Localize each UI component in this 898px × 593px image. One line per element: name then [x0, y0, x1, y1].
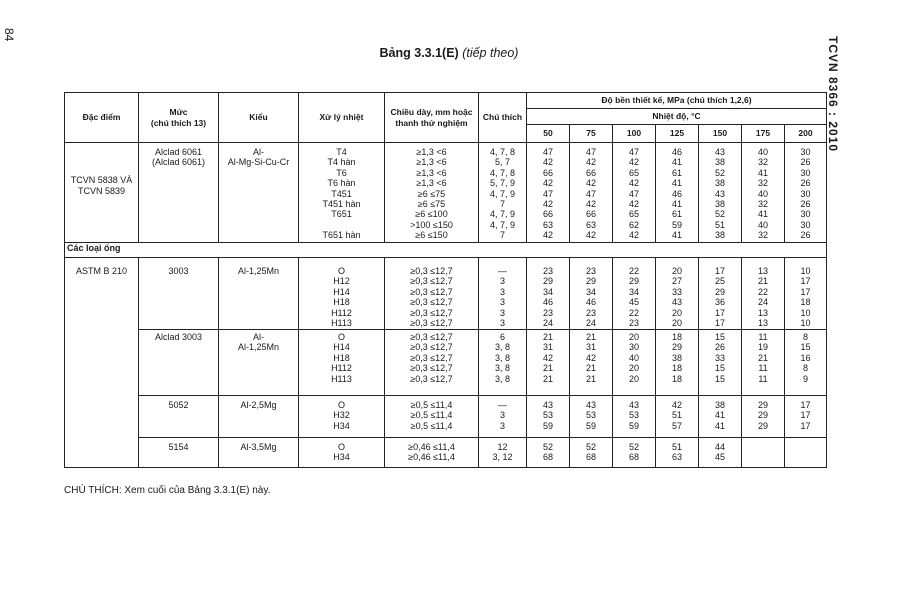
cell-strength-50: 52 68: [527, 438, 570, 468]
header-type: Kiểu: [219, 93, 299, 143]
cell-notes: 12 3, 12: [479, 438, 527, 468]
cell-strength-175: 29 29 29: [742, 396, 785, 438]
cell-strength-125: 46 41 61 41 46 41 61 59 41: [656, 143, 699, 243]
header-notes: Chú thích: [479, 93, 527, 143]
header-temperature: Nhiệt độ, °C: [527, 109, 827, 125]
strength-table: [64, 92, 827, 468]
section-header-pipes: Các loại ống: [65, 243, 827, 258]
cell-strength-50: 23 29 34 46 23 24: [527, 258, 570, 330]
cell-strength-75: 23 29 34 46 23 24: [570, 258, 613, 330]
cell-strength-100: 47 42 65 42 47 42 65 62 42: [613, 143, 656, 243]
cell-heat-treatment: O H32 H34: [299, 396, 385, 438]
cell-strength-100: 20 30 40 20 20: [613, 330, 656, 396]
cell-strength-125: 20 27 33 43 20 20: [656, 258, 699, 330]
cell-thickness: ≥1,3 <6 ≥1,3 <6 ≥1,3 <6 ≥1,3 <6 ≥6 ≤75 ≥6 ≤75 ≥6 ≤100 >100 ≤150 ≥6 ≤150: [385, 143, 479, 243]
cell-strength-175: 13 21 22 24 13 13: [742, 258, 785, 330]
cell-strength-125: 51 63: [656, 438, 699, 468]
header-design-strength: Độ bền thiết kế, MPa (chú thích 1,2,6): [527, 93, 827, 109]
cell-strength-75: 21 31 42 21 21: [570, 330, 613, 396]
cell-characteristic: TCVN 5838 VÀ TCVN 5839: [65, 143, 139, 243]
cell-thickness: ≥0,46 ≤11,4 ≥0,46 ≤11,4: [385, 438, 479, 468]
cell-strength-200: 17 17 17: [785, 396, 827, 438]
header-temp-200: 200: [785, 125, 827, 143]
cell-strength-125: 18 29 38 18 18: [656, 330, 699, 396]
cell-strength-50: 47 42 66 42 47 42 66 63 42: [527, 143, 570, 243]
cell-heat-treatment: T4 T4 hàn T6 T6 hàn T451 T451 hàn T651 T651 hàn: [299, 143, 385, 243]
cell-strength-100: 52 68: [613, 438, 656, 468]
cell-notes: — 3 3 3 3 3: [479, 258, 527, 330]
cell-characteristic: ASTM B 210: [65, 258, 139, 468]
cell-strength-200: 10 17 17 18 10 10: [785, 258, 827, 330]
header-heat-treatment: Xử lý nhiệt: [299, 93, 385, 143]
cell-strength-200: [785, 438, 827, 468]
cell-grade: Alclad 6061 (Alclad 6061): [139, 143, 219, 243]
section-header-row: [65, 243, 827, 258]
header-temp-175: 175: [742, 125, 785, 143]
header-temp-75: 75: [570, 125, 613, 143]
cell-strength-75: 52 68: [570, 438, 613, 468]
cell-type: Al-2,5Mg: [219, 396, 299, 438]
table-title: [0, 46, 898, 60]
header-thickness: Chiều dày, mm hoặc thanh thử nghiệm: [385, 93, 479, 143]
cell-strength-175: 40 32 41 32 40 32 41 40 32: [742, 143, 785, 243]
cell-strength-100: 22 29 34 45 22 23: [613, 258, 656, 330]
table-footnote: CHÚ THÍCH: Xem cuối của Bảng 3.3.1(E) này.: [64, 485, 271, 496]
cell-strength-150: 17 25 29 36 17 17: [699, 258, 742, 330]
table-row: [65, 396, 827, 438]
cell-heat-treatment: O H34: [299, 438, 385, 468]
cell-strength-200: 8 15 16 8 9: [785, 330, 827, 396]
cell-notes: 6 3, 8 3, 8 3, 8 3, 8: [479, 330, 527, 396]
cell-strength-175: [742, 438, 785, 468]
cell-strength-150: 43 38 52 38 43 38 52 51 38: [699, 143, 742, 243]
cell-strength-175: 11 19 21 11 11: [742, 330, 785, 396]
cell-strength-75: 43 53 59: [570, 396, 613, 438]
cell-grade: 5154: [139, 438, 219, 468]
cell-grade: 5052: [139, 396, 219, 438]
cell-type: Al-3,5Mg: [219, 438, 299, 468]
cell-thickness: ≥0,5 ≤11,4 ≥0,5 ≤11,4 ≥0,5 ≤11,4: [385, 396, 479, 438]
cell-heat-treatment: O H12 H14 H18 H112 H113: [299, 258, 385, 330]
table-row: [65, 330, 827, 396]
cell-type: Al- Al-1,25Mn: [219, 330, 299, 396]
cell-type: Al- Al-Mg-Si-Cu-Cr: [219, 143, 299, 243]
cell-thickness: ≥0,3 ≤12,7 ≥0,3 ≤12,7 ≥0,3 ≤12,7 ≥0,3 ≤12,7 ≥0,3 ≤12,7: [385, 330, 479, 396]
cell-strength-125: 42 51 57: [656, 396, 699, 438]
cell-strength-50: 21 31 42 21 21: [527, 330, 570, 396]
cell-strength-200: 30 26 30 26 30 26 30 30 26: [785, 143, 827, 243]
cell-grade: Alclad 3003: [139, 330, 219, 396]
header-grade: Mức (chú thích 13): [139, 93, 219, 143]
cell-notes: — 3 3: [479, 396, 527, 438]
table-row: [65, 143, 827, 243]
header-characteristic: Đặc điểm: [65, 93, 139, 143]
cell-strength-150: 38 41 41: [699, 396, 742, 438]
cell-strength-50: 43 53 59: [527, 396, 570, 438]
cell-strength-75: 47 42 66 42 47 42 66 63 42: [570, 143, 613, 243]
page-number: 84: [2, 28, 16, 42]
cell-heat-treatment: O H14 H18 H112 H113: [299, 330, 385, 396]
cell-thickness: ≥0,3 ≤12,7 ≥0,3 ≤12,7 ≥0,3 ≤12,7 ≥0,3 ≤12,7 ≥0,3 ≤12,7 ≥0,3 ≤12,7: [385, 258, 479, 330]
cell-strength-100: 43 53 59: [613, 396, 656, 438]
table-title-continued: (tiếp theo): [462, 46, 519, 60]
header-temp-150: 150: [699, 125, 742, 143]
side-header: TCVN 8366 : 2010: [826, 36, 840, 153]
header-temp-50: 50: [527, 125, 570, 143]
table-row: [65, 258, 827, 330]
cell-notes: 4, 7, 8 5, 7 4, 7, 8 5, 7, 9 4, 7, 9 7 4, 7, 9 4, 7, 9 7: [479, 143, 527, 243]
cell-type: Al-1,25Mn: [219, 258, 299, 330]
cell-strength-150: 44 45: [699, 438, 742, 468]
cell-strength-150: 15 26 33 15 15: [699, 330, 742, 396]
header-temp-100: 100: [613, 125, 656, 143]
table-title-main: Bảng 3.3.1(E): [379, 46, 459, 60]
header-temp-125: 125: [656, 125, 699, 143]
table-row: [65, 438, 827, 468]
cell-grade: 3003: [139, 258, 219, 330]
